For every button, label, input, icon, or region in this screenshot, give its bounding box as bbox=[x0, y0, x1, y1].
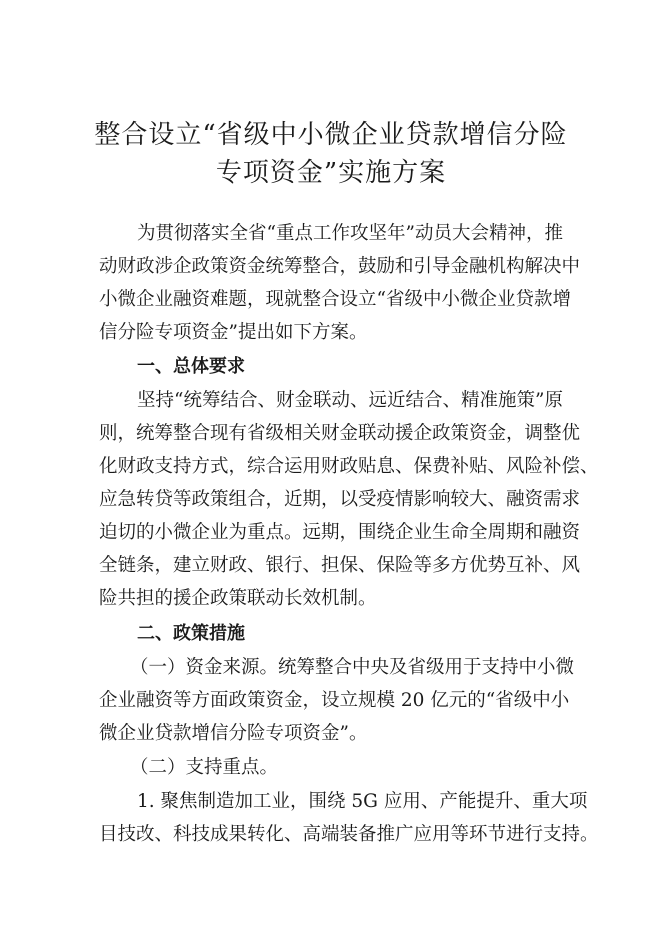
section-heading: 一、总体要求 bbox=[137, 356, 245, 377]
paragraph-line: 险共担的援企政策联动长效机制。 bbox=[99, 588, 377, 609]
paragraph-line: 小微企业融资难题，现就整合设立“省级中小微企业贷款增 bbox=[99, 289, 571, 310]
paragraph-line: 微企业贷款增信分险专项资金”。 bbox=[99, 723, 368, 744]
paragraph-line: 坚持“统筹结合、财金联动、远近结合、精准施策”原 bbox=[137, 390, 563, 411]
paragraph-line: （一）资金来源。统筹整合中央及省级用于支持中小微 bbox=[130, 657, 575, 678]
paragraph-line: 动财政涉企政策资金统筹整合，鼓励和引导金融机构解决中 bbox=[99, 256, 581, 277]
paragraph-line: 企业融资等方面政策资金，设立规模 20 亿元的“省级中小 bbox=[99, 690, 570, 711]
paragraph-line: 化财政支持方式，综合运用财政贴息、保费补贴、风险补偿、 bbox=[99, 456, 599, 477]
paragraph-line: 全链条，建立财政、银行、担保、保险等多方优势互补、风 bbox=[99, 555, 581, 576]
paragraph-line: 目技改、科技成果转化、高端装备推广应用等环节进行支持。 bbox=[99, 824, 599, 845]
paragraph-line: 应急转贷等政策组合，近期，以受疫情影响较大、融资需求 bbox=[99, 489, 581, 510]
paragraph-line: 则，统筹整合现有省级相关财金联动援企政策资金，调整优 bbox=[99, 423, 581, 444]
document-title-line-1: 整合设立“省级中小微企业贷款增信分险 bbox=[94, 120, 568, 150]
paragraph-line: 信分险专项资金”提出如下方案。 bbox=[99, 322, 368, 343]
document-title-line-2: 专项资金”实施方案 bbox=[215, 158, 447, 188]
paragraph-line: 1. 聚焦制造加工业，围绕 5G 应用、产能提升、重大项 bbox=[137, 791, 588, 812]
paragraph-line: 为贯彻落实全省“重点工作攻坚年”动员大会精神，推 bbox=[137, 223, 563, 244]
paragraph-line: （二）支持重点。 bbox=[130, 757, 279, 778]
section-heading: 二、政策措施 bbox=[137, 623, 245, 644]
paragraph-line: 迫切的小微企业为重点。远期，围绕企业生命全周期和融资 bbox=[99, 522, 581, 543]
